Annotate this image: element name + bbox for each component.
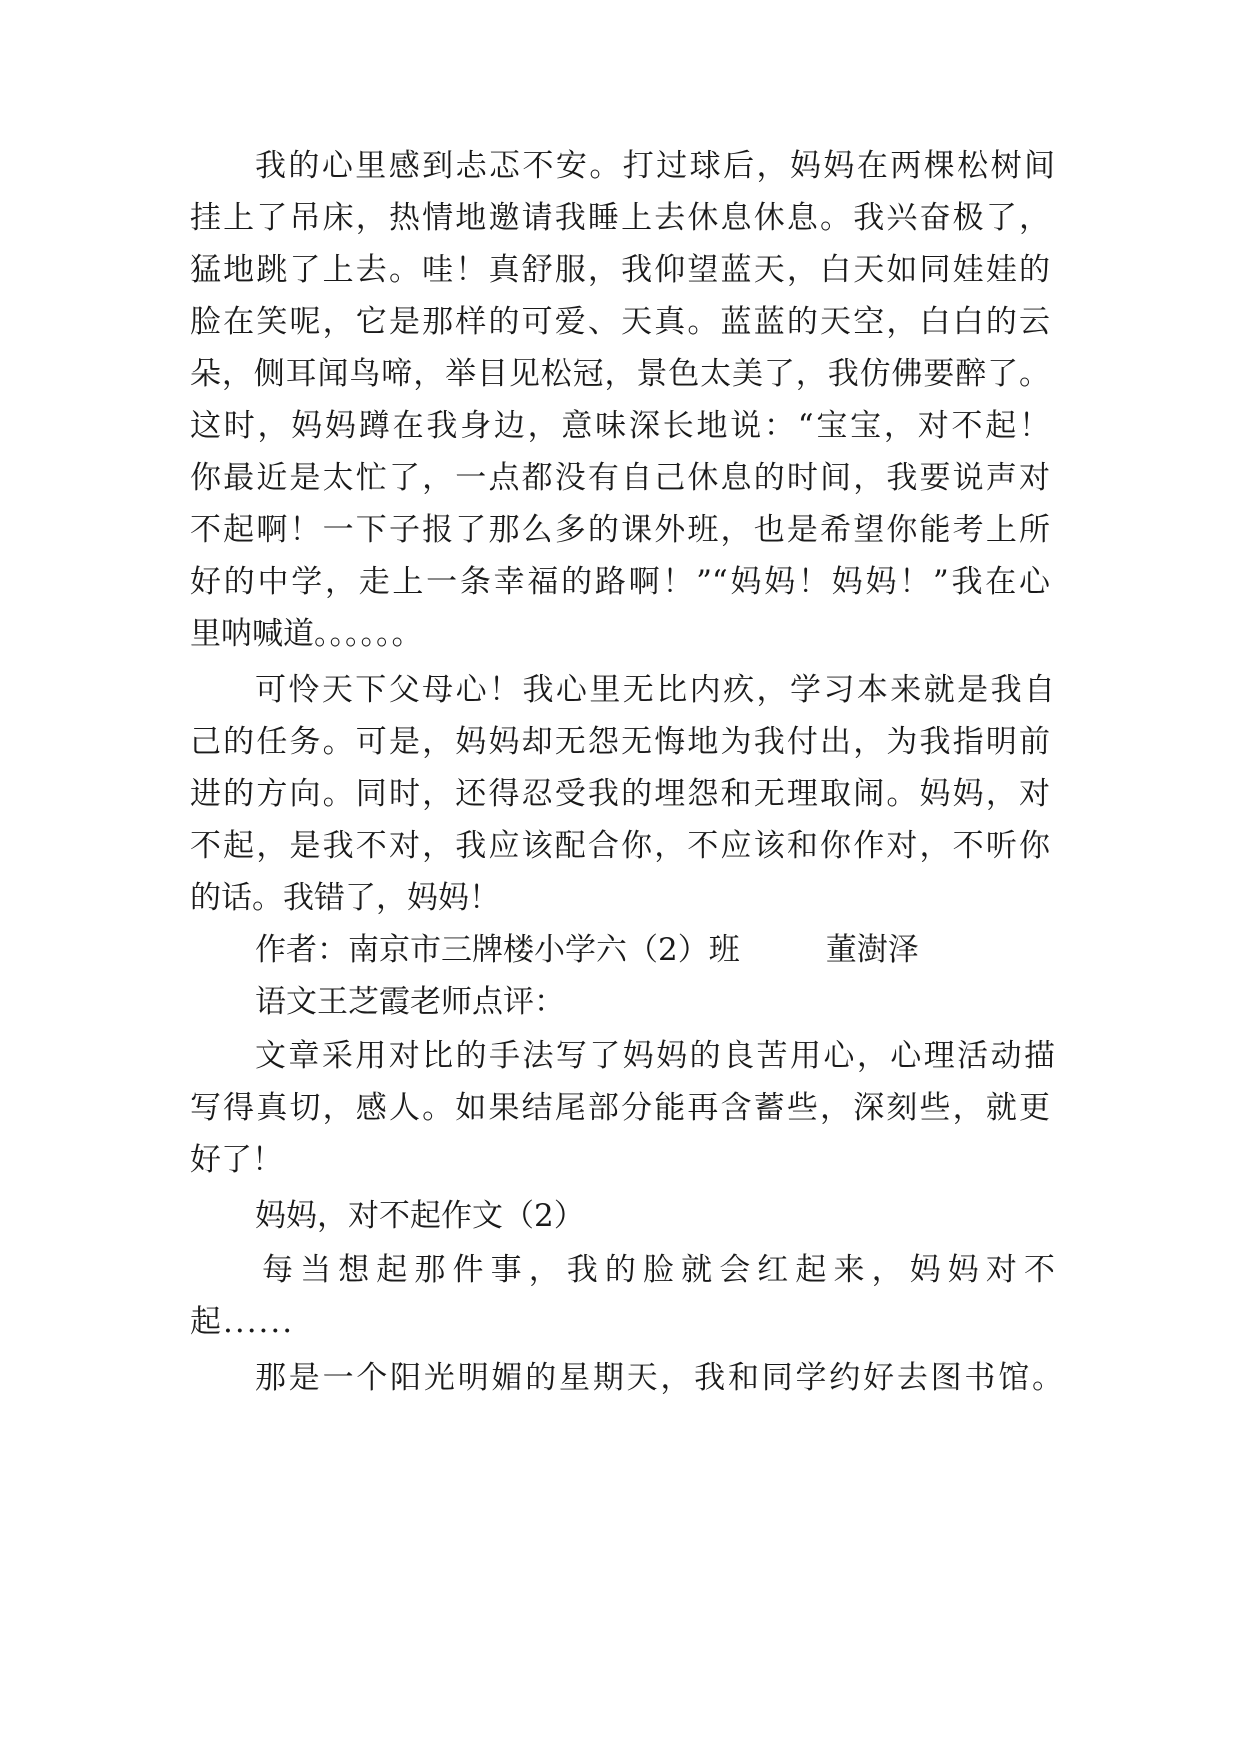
paragraph-line: 挂上了吊床，热情地邀请我睡上去休息休息。我兴奋极了， <box>190 200 1050 236</box>
paragraph-line: 进的方向。同时，还得忍受我的埋怨和无理取闹。妈妈，对 <box>190 776 1050 812</box>
paragraph-line: 脸在笑呢，它是那样的可爱、天真。蓝蓝的天空，白白的云 <box>190 304 1050 340</box>
author-label: 作者：南京市三牌楼小学六（2）班 <box>255 932 740 968</box>
paragraph-line: 己的任务。可是，妈妈却无怨无悔地为我付出，为我指明前 <box>190 724 1050 760</box>
author-name: 董澍泽 <box>825 932 919 968</box>
essay-title: 妈妈，对不起作文（2） <box>255 1198 585 1234</box>
paragraph-line: 好的中学，走上一条幸福的路啊！”“妈妈！妈妈！”我在心 <box>190 564 1050 600</box>
essay-opening-line: 那是一个阳光明媚的星期天，我和同学约好去图书馆。 <box>255 1360 1063 1396</box>
review-heading: 语文王芝霞老师点评： <box>255 984 565 1020</box>
paragraph-line: 不起啊！一下子报了那么多的课外班，也是希望你能考上所 <box>190 512 1050 548</box>
essay-intro-line: 起...... <box>190 1304 295 1340</box>
author-line <box>255 924 1055 976</box>
paragraph-line: 猛地跳了上去。哇！真舒服，我仰望蓝天，白天如同娃娃的 <box>190 252 1050 288</box>
review-line: 写得真切，感人。如果结尾部分能再含蓄些，深刻些，就更 <box>190 1090 1050 1126</box>
paragraph-line: 朵，侧耳闻鸟啼，举目见松冠，景色太美了，我仿佛要醉了。 <box>190 356 1050 392</box>
paragraph-line: 这时，妈妈蹲在我身边，意味深长地说：“宝宝，对不起！ <box>190 408 1050 444</box>
review-line: 好了！ <box>190 1142 283 1178</box>
paragraph-line: 可怜天下父母心！我心里无比内疚，学习本来就是我自 <box>255 672 1055 708</box>
review-line: 文章采用对比的手法写了妈妈的良苦用心，心理活动描 <box>255 1038 1055 1074</box>
paragraph-line: 里呐喊道。。。。。。 <box>190 616 423 652</box>
paragraph-line: 你最近是太忙了，一点都没有自己休息的时间，我要说声对 <box>190 460 1050 496</box>
essay-intro-line: 每当想起那件事，我的脸就会红起来，妈妈对不 <box>262 1252 1055 1288</box>
paragraph-line: 的话。我错了，妈妈！ <box>190 880 500 916</box>
paragraph-line: 我的心里感到忐忑不安。打过球后，妈妈在两棵松树间 <box>255 148 1055 184</box>
paragraph-line: 不起，是我不对，我应该配合你，不应该和你作对，不听你 <box>190 828 1050 864</box>
